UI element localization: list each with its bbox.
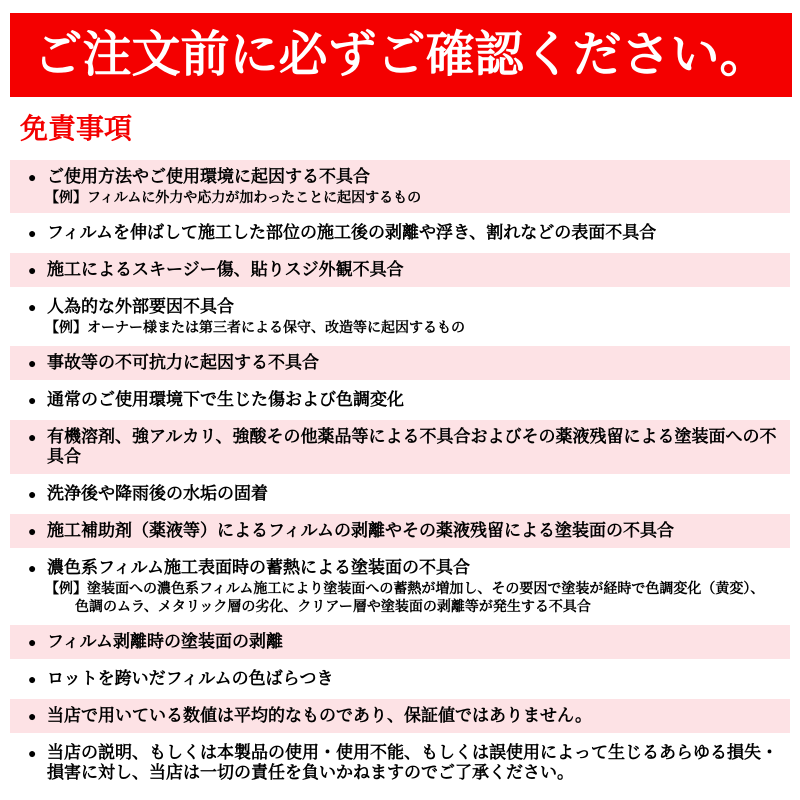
disclaimer-list <box>10 160 790 790</box>
disclaimer-item-main <box>28 167 780 187</box>
bullet-icon: ● <box>28 261 37 278</box>
disclaimer-item <box>10 160 790 213</box>
bullet-icon: ● <box>28 633 37 650</box>
disclaimer-example-continuation: 色調のムラ、メタリック層の劣化、クリアー層や塗装面の剥離等が発生する不具合 <box>75 597 591 614</box>
disclaimer-item <box>10 736 790 790</box>
disclaimer-item-main <box>28 353 780 373</box>
bullet-icon: ● <box>28 670 37 687</box>
disclaimer-example-line: 【例】フィルムに外力や応力が加わったことに起因するもの <box>45 188 422 205</box>
disclaimer-item-main <box>28 669 780 689</box>
bullet-icon: ● <box>28 354 37 371</box>
disclaimer-item-text: 当店の説明、もしくは本製品の使用・使用不能、もしくは誤使用によって生じるあらゆる損失・損害に対し、当店は一切の責任を負いかねますのでご了承ください。 <box>47 742 778 782</box>
disclaimer-example-line: 【例】オーナー様または第三者による保守、改造等に起因するもの <box>45 318 465 335</box>
disclaimer-item-text: 通常のご使用環境下で生じた傷および色調変化 <box>47 389 404 409</box>
disclaimer-item-main <box>28 297 780 317</box>
disclaimer-item-text: 洗浄後や降雨後の水垢の固着 <box>47 483 268 503</box>
bullet-icon: ● <box>28 391 37 408</box>
bullet-icon: ● <box>28 707 37 724</box>
disclaimer-example-line: 【例】塗装面への濃色系フィルム施工により塗装面への蓄熱が増加し、その要因で塗装が経時で色調変化（黄変）、 <box>45 579 765 596</box>
bullet-icon: ● <box>28 744 37 761</box>
confirm-before-order-banner: ご注文前に必ずご確認ください。 <box>10 13 792 97</box>
disclaimer-item-main <box>28 521 780 541</box>
disclaimer-item-main <box>28 706 780 726</box>
disclaimer-item-text: 施工補助剤（薬液等）によるフィルムの剥離やその薬液残留による塗装面の不具合 <box>47 520 674 540</box>
disclaimer-item-text: フィルム剥離時の塗装面の剥離 <box>47 631 283 651</box>
disclaimer-item <box>10 662 790 696</box>
disclaimer-item-main <box>28 558 780 578</box>
disclaimer-item-text: 濃色系フィルム施工表面時の蓄熱による塗装面の不具合 <box>47 557 470 577</box>
bullet-icon: ● <box>28 559 37 576</box>
disclaimer-item-main <box>28 390 780 410</box>
bullet-icon: ● <box>28 224 37 241</box>
disclaimer-item-main <box>28 223 780 243</box>
disclaimer-item-text: 人為的な外部要因不具合 <box>47 296 234 316</box>
disclaimer-item-text: 事故等の不可抗力に起因する不具合 <box>47 352 319 372</box>
disclaimer-item <box>10 699 790 733</box>
bullet-icon: ● <box>28 428 37 445</box>
disclaimer-item-text: 施工によるスキージー傷、貼りスジ外観不具合 <box>47 259 404 279</box>
disclaimer-item <box>10 290 790 343</box>
disclaimer-item <box>10 383 790 417</box>
disclaimer-item-main <box>28 484 780 504</box>
disclaimer-item <box>10 346 790 380</box>
disclaimer-item-main <box>28 260 780 280</box>
disclaimer-item <box>10 551 790 622</box>
disclaimer-item-main <box>28 632 780 652</box>
bullet-icon: ● <box>28 298 37 315</box>
bullet-icon: ● <box>28 522 37 539</box>
disclaimer-item-text: 当店で用いている数値は平均的なものであり、保証値ではありません。 <box>47 705 593 725</box>
disclaimer-section-title: 免責事項 <box>20 113 133 144</box>
disclaimer-item <box>10 420 790 474</box>
disclaimer-item-text: 有機溶剤、強アルカリ、強酸その他薬品等による不具合およびその薬液残留による塗装面への不具合 <box>47 426 777 466</box>
disclaimer-item-text: ご使用方法やご使用環境に起因する不具合 <box>47 166 370 186</box>
disclaimer-item <box>10 216 790 250</box>
disclaimer-item-main <box>28 427 780 467</box>
disclaimer-item <box>10 625 790 659</box>
disclaimer-item <box>10 253 790 287</box>
disclaimer-item-text: ロットを跨いだフィルムの色ばらつき <box>47 668 334 688</box>
bullet-icon: ● <box>28 168 37 185</box>
disclaimer-item-main <box>28 743 780 783</box>
disclaimer-item <box>10 477 790 511</box>
disclaimer-item-text: フィルムを伸ばして施工した部位の施工後の剥離や浮き、割れなどの表面不具合 <box>47 222 657 242</box>
disclaimer-item <box>10 514 790 548</box>
bullet-icon: ● <box>28 485 37 502</box>
